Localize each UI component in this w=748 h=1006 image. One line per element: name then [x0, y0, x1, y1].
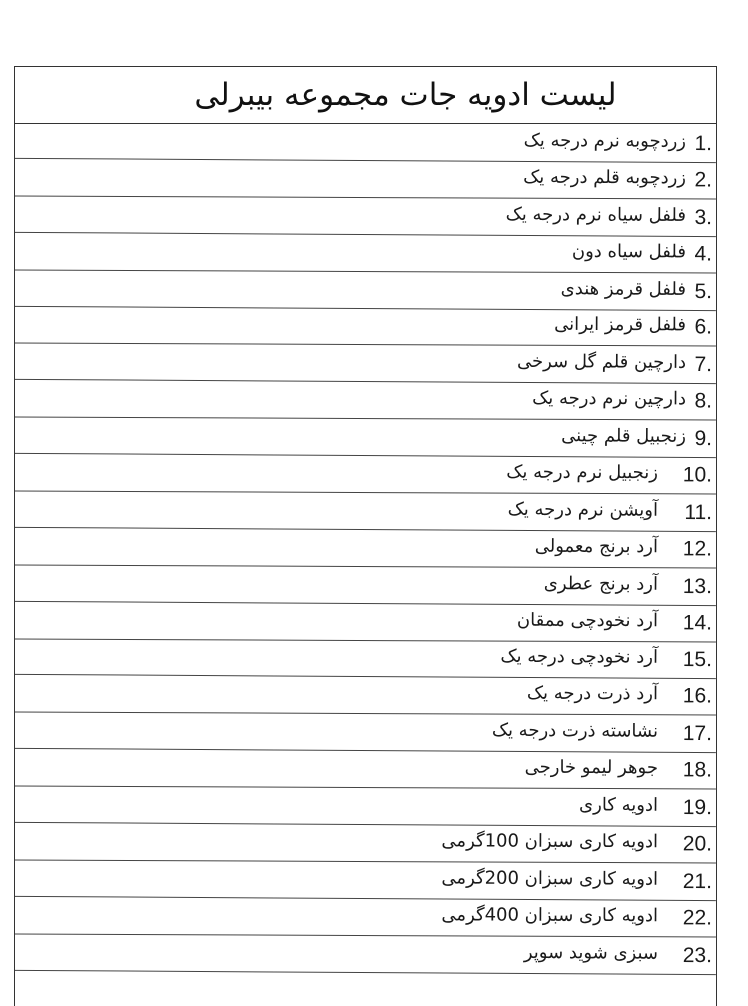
list-item — [15, 823, 716, 863]
item-number: 19. — [682, 795, 713, 820]
title-row — [15, 67, 716, 124]
item-label: ادویه کاری سبزان 200گرمی — [441, 867, 659, 890]
item-label: فلفل قرمز هندی — [560, 277, 687, 300]
item-label: آرد نخودچی درجه یک — [500, 646, 659, 669]
list-item — [15, 712, 716, 753]
item-label: دارچین قلم گل سرخی — [516, 351, 687, 374]
item-label: آویشن نرم درجه یک — [507, 498, 659, 521]
list-item — [15, 565, 716, 606]
item-label: نشاسته ذرت درجه یک — [491, 720, 659, 743]
list-item — [15, 528, 716, 568]
page-title: لیست ادویه جات مجموعه بیبرلی — [194, 77, 617, 113]
item-label: دارچین نرم درجه یک — [532, 387, 687, 410]
list-item — [15, 343, 716, 384]
list-item — [15, 307, 716, 347]
item-label: ادویه کاری — [579, 794, 659, 816]
list-item — [15, 269, 716, 310]
item-number: 9. — [694, 427, 713, 451]
item-number: 5. — [694, 279, 713, 303]
list-item — [15, 122, 716, 163]
item-number: 23. — [682, 943, 713, 967]
item-label: زنجبیل نرم درجه یک — [506, 461, 659, 484]
list-item — [15, 196, 716, 237]
item-number: 21. — [682, 869, 713, 893]
item-number: 22. — [682, 906, 713, 930]
item-number: 15. — [682, 648, 713, 672]
list-item — [15, 638, 716, 679]
item-label: آرد ذرت درجه یک — [526, 683, 659, 705]
list-item — [15, 897, 716, 937]
item-number: 14. — [682, 610, 713, 635]
list-item — [15, 417, 716, 458]
item-label: آرد برنج معمولی — [534, 535, 659, 558]
item-number: 6. — [694, 315, 713, 339]
item-number: 13. — [682, 574, 713, 598]
item-number: 10. — [682, 463, 713, 487]
list-item — [15, 676, 716, 716]
item-label: ادویه کاری سبزان 400گرمی — [441, 904, 659, 926]
list-item — [15, 860, 716, 901]
item-number: 16. — [682, 684, 713, 708]
item-number: 7. — [694, 353, 713, 377]
item-number: 12. — [682, 537, 713, 561]
item-number: 4. — [694, 242, 713, 266]
list-item — [15, 454, 716, 494]
item-label: فلفل قرمز ایرانی — [554, 314, 687, 336]
item-number: 17. — [682, 722, 713, 746]
list-item — [15, 933, 716, 974]
item-number: 3. — [694, 205, 713, 229]
item-number: 1. — [694, 132, 713, 156]
item-label: سبزی شوید سوپر — [523, 941, 659, 964]
item-number: 8. — [694, 389, 713, 413]
list-item — [15, 491, 716, 532]
item-number: 20. — [682, 832, 713, 856]
item-label: زردچوبه قلم درجه یک — [523, 166, 687, 189]
item-number: 2. — [694, 168, 713, 192]
item-number: 11. — [684, 500, 713, 525]
price-list-table — [14, 66, 717, 1006]
item-number: 18. — [682, 758, 713, 782]
list-item — [15, 602, 716, 642]
list-item — [15, 381, 716, 421]
item-list — [15, 124, 716, 972]
item-label: جوهر لیمو خارجی — [524, 756, 659, 779]
item-label: فلفل سیاه دون — [571, 240, 687, 263]
item-label: آرد برنج عطری — [543, 572, 659, 595]
list-item — [15, 233, 716, 273]
list-item — [15, 750, 716, 790]
item-label: زنجبیل قلم چینی — [561, 425, 687, 448]
item-label: فلفل سیاه نرم درجه یک — [505, 203, 687, 226]
item-label: زردچوبه نرم درجه یک — [523, 129, 687, 152]
list-item — [15, 159, 716, 199]
item-label: ادویه کاری سبزان 100گرمی — [441, 830, 659, 853]
list-item — [15, 786, 716, 827]
item-label: آرد نخودچی ممقان — [516, 609, 659, 631]
